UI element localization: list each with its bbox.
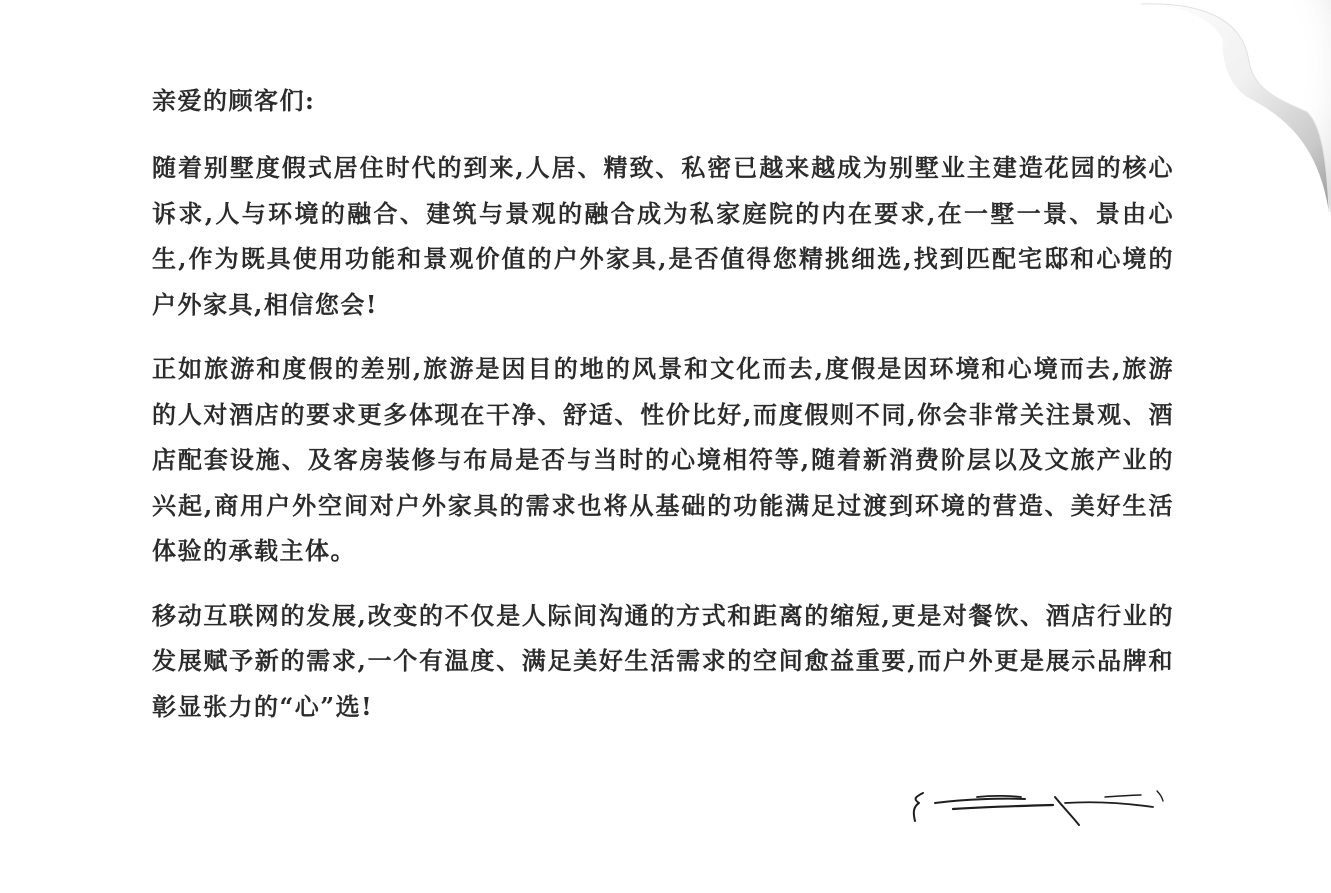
- handwritten-signature: [905, 785, 1175, 833]
- letter-body: [152, 78, 1174, 748]
- letter-paragraph-1: 随着别墅度假式居住时代的到来,人居、精致、私密已越来越成为别墅业主建造花园的核心诉求,人与环境的融合、建筑与景观的融合成为私家庭院的内在要求,在一墅一景、景由心生,作为既具使用功能和景观价值的户外家具,是否值得您精挑细选,找到匹配宅邸和心境的户外家具,相信您会!: [152, 153, 1174, 319]
- letter-paragraph-3: 移动互联网的发展,改变的不仅是人际间沟通的方式和距离的缩短,更是对餐饮、酒店行业的发展赋予新的需求,一个有温度、满足美好生活需求的空间愈益重要,而户外更是展示品牌和彰显张力的“心”选!: [152, 600, 1174, 721]
- letter-salutation: 亲爱的顾客们:: [152, 86, 316, 115]
- letter-paragraph-2: 正如旅游和度假的差别,旅游是因目的地的风景和文化而去,度假是因环境和心境而去,旅游的人对酒店的要求更多体现在干净、舒适、性价比好,而度假则不同,你会非常关注景观、酒店配套设施、及客房装修与布局是否与当时的心境相符等,随着新消费阶层以及文旅产业的兴起,商用户外空间对户外家具的需求也将从基础的功能满足过渡到环境的营造、美好生活体验的承载主体。: [152, 354, 1174, 565]
